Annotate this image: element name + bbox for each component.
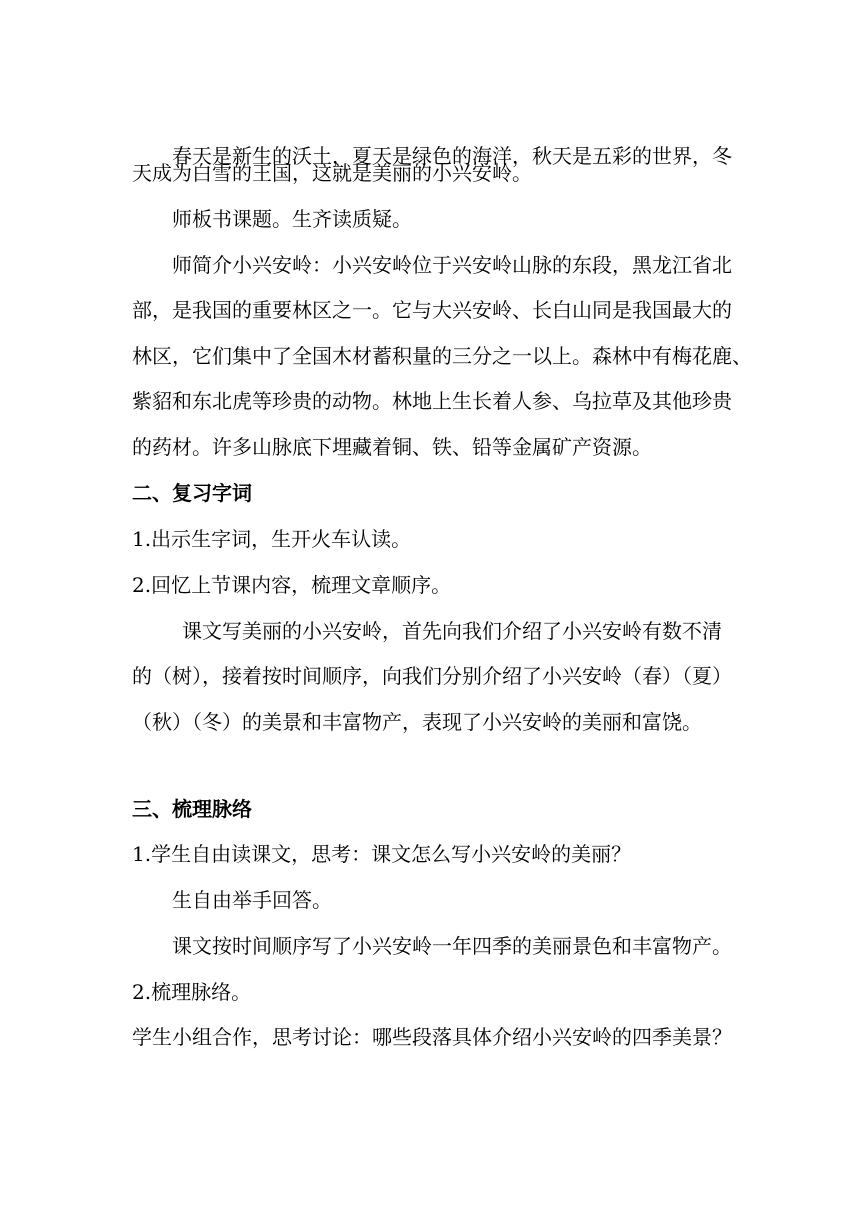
section-heading-review: 二、复习字词 (132, 481, 252, 505)
paragraph-seasons-line-2: 天成为白雪的王国，这就是美丽的小兴安岭。 (132, 161, 532, 185)
section-heading-structure: 三、梳理脉络 (132, 797, 252, 821)
paragraph-time-order: 课文按时间顺序写了小兴安岭一年四季的美丽景色和丰富物产。 (172, 934, 732, 958)
paragraph-board-title: 师板书课题。生齐读质疑。 (172, 207, 412, 231)
paragraph-intro-line-4: 紫貂和东北虎等珍贵的动物。林地上生长着人参、乌拉草及其他珍贵 (132, 389, 732, 413)
paragraph-answer: 生自由举手回答。 (172, 888, 332, 912)
paragraph-intro-line-1: 师简介小兴安岭：小兴安岭位于兴安岭山脉的东段，黑龙江省北 (172, 253, 732, 277)
paragraph-group-discussion: 学生小组合作，思考讨论：哪些段落具体介绍小兴安岭的四季美景？ (132, 1025, 732, 1049)
paragraph-summary-line-3: （秋）（冬）的美景和丰富物产，表现了小兴安岭的美丽和富饶。 (132, 710, 702, 734)
list-item-review-2: 2.回忆上节课内容，梳理文章顺序。 (132, 573, 452, 597)
paragraph-summary-line-2: 的（树），接着按时间顺序，向我们分别介绍了小兴安岭（春）（夏） (132, 664, 732, 688)
paragraph-intro-line-2: 部，是我国的重要林区之一。它与大兴安岭、长白山同是我国最大的 (132, 298, 732, 322)
paragraph-seasons-line-1: 春天是新生的沃土，夏天是绿色的海洋，秋天是五彩的世界，冬 (172, 144, 732, 168)
paragraph-intro-line-5: 的药材。许多山脉底下埋藏着铜、铁、铅等金属矿产资源。 (132, 435, 652, 459)
list-item-structure-1: 1.学生自由读课文，思考：课文怎么写小兴安岭的美丽？ (132, 842, 632, 866)
paragraph-intro-line-3: 林区，它们集中了全国木材蓄积量的三分之一以上。森林中有梅花鹿、 (132, 344, 752, 368)
paragraph-summary-line-1: 课文写美丽的小兴安岭，首先向我们介绍了小兴安岭有数不清 (182, 619, 722, 643)
list-item-review-1: 1.出示生字词，生开火车认读。 (132, 527, 412, 551)
list-item-structure-2: 2.梳理脉络。 (132, 980, 252, 1004)
